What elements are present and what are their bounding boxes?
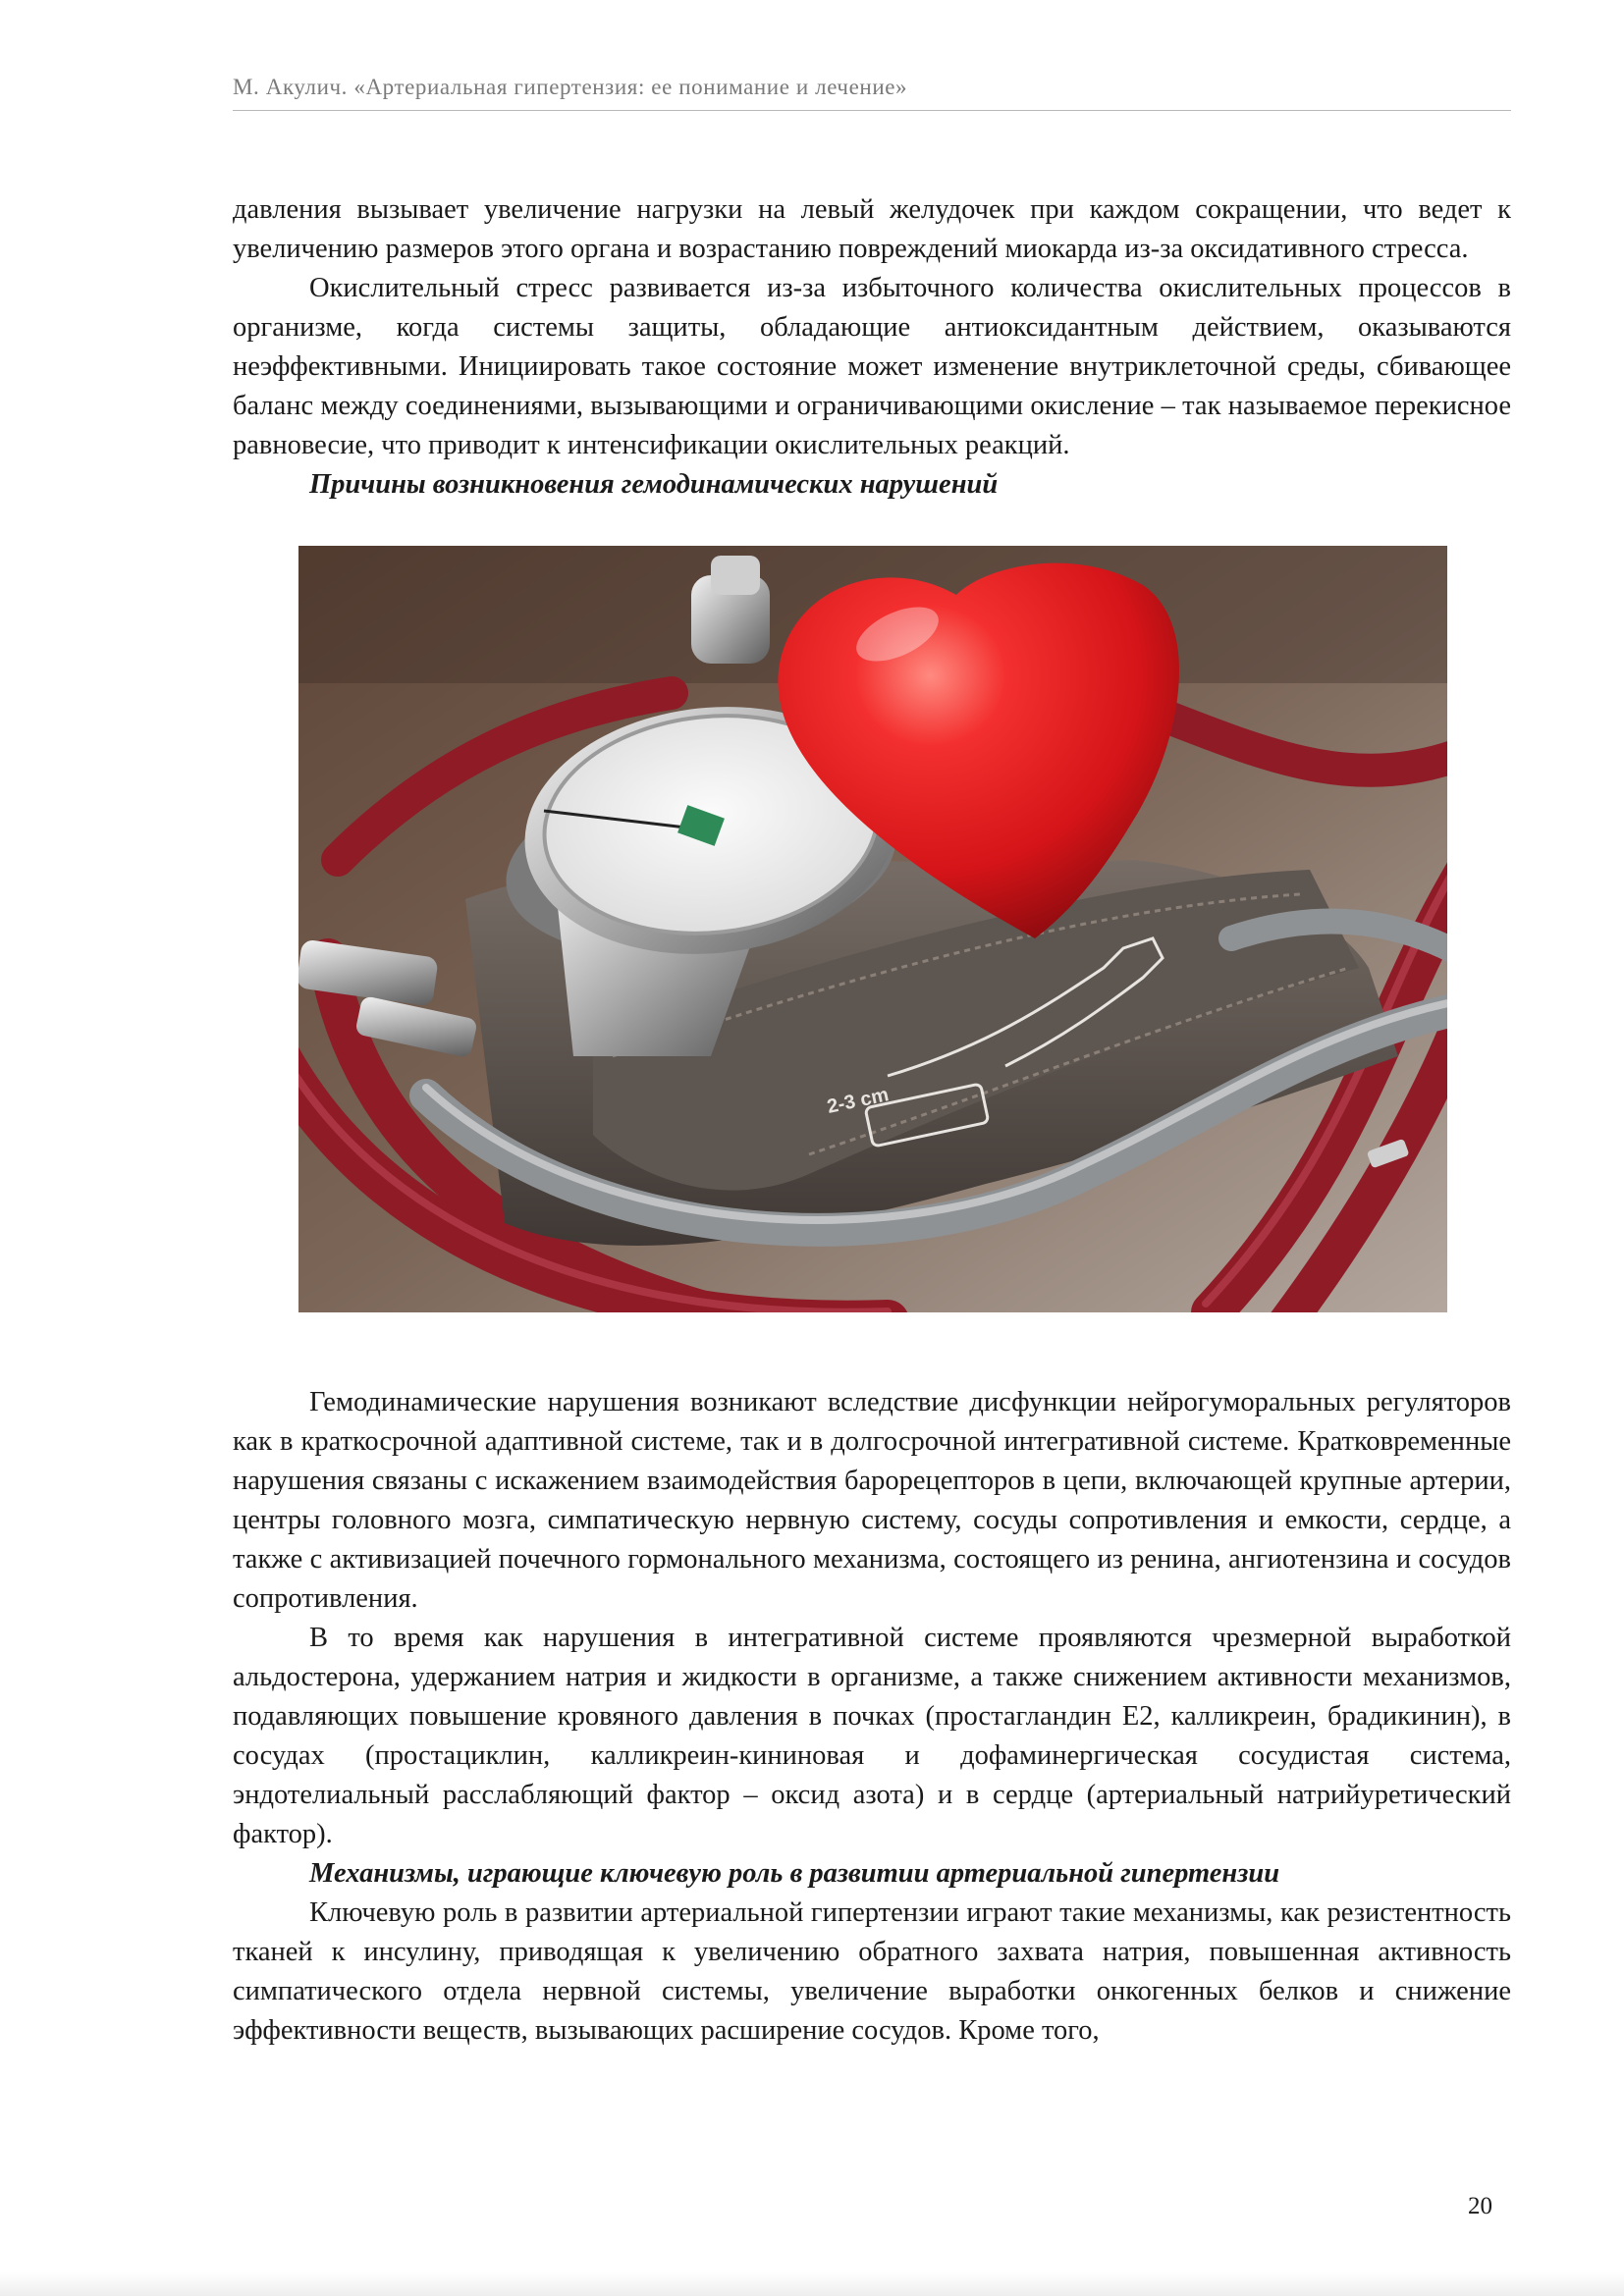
paragraph-oxidative-stress: Окислительный стресс развивается из-за избыточного количества окислительных процессов в организме, когда системы защиты, обладающие антиоксидантным действием, оказываются неэффективными. Инициировать такое состояние может изменение внутриклеточной среды, сбивающее баланс между соединениями, вызывающими и ограничивающими окисление – так называемое перекисное равновесие, что приводит к интенсификации окислительных реакций. bbox=[233, 273, 1511, 460]
cuff-measure-label: 2-3 cm bbox=[825, 1084, 892, 1118]
page-number: 20 bbox=[1468, 2193, 1492, 2219]
paragraph-hemodynamic: Гемодинамические нарушения возникают вследствие дисфункции нейрогуморальных регуляторов как в краткосрочной адаптивной системе, так и в долгосрочной интегративной системе. Кратковременные нарушения связаны с искажением взаимодействия барорецепторов в цепи, включающей крупные артерии, центры головного мозга, симпатическую нервную систему, сосуды сопротивления и емкости, сердце, а также с активизацией почечного гормонального механизма, состоящего из ренина, ангиотензина и сосудов сопротивления. bbox=[233, 1387, 1511, 1614]
section-heading-causes: Причины возникновения гемодинамических нарушений bbox=[309, 469, 999, 500]
section-heading-mechanisms: Механизмы, играющие ключевую роль в развитии артериальной гипертензии bbox=[309, 1858, 1280, 1889]
paragraph-integrative: В то время как нарушения в интегративной системе проявляются чрезмерной выработкой альдостерона, удержанием натрия и жидкости в организме, а также снижением активности механизмов, подавляющих повышение кровяного давления в почках (простагландин E2, калликреин, брадикинин), в сосудах (простациклин, калликреин-кининовая и дофаминергическая сосудистая система, эндотелиальный расслабляющий фактор – оксид азота) и в сердце (артериальный натрийуретический фактор). bbox=[233, 1623, 1511, 1849]
paragraph-continuation: давления вызывает увеличение нагрузки на левый желудочек при каждом сокращении, что ведет к увеличению размеров этого органа и возрастанию повреждений миокарда из-за оксидативного стресса. bbox=[233, 194, 1511, 264]
blood-pressure-photo bbox=[298, 546, 1447, 1312]
running-header: М. Акулич. «Артериальная гипертензия: ее понимание и лечение» bbox=[233, 75, 1511, 111]
paragraph-key-role: Ключевую роль в развитии артериальной гипертензии играют такие механизмы, как резистентность тканей к инсулину, приводящая к увеличению обратного захвата натрия, повышенная активность симпатического отдела нервной системы, увеличение выработки онкогенных белков и снижение эффективности веществ, вызывающих расширение сосудов. Кроме того, bbox=[233, 1897, 1511, 2046]
page-body bbox=[233, 190, 1511, 2051]
page-bottom-edge bbox=[0, 2272, 1624, 2296]
